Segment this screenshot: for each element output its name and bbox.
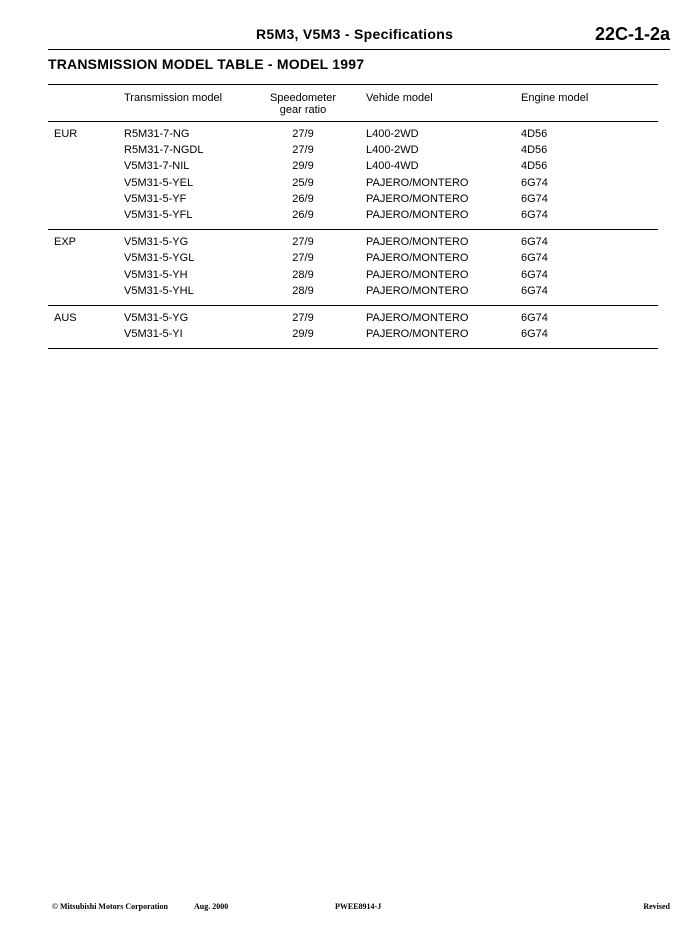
cell-engine-model: 4D56 [521, 128, 548, 140]
table-row [48, 235, 658, 251]
cell-vehicle-model: PAJERO/MONTERO [366, 328, 469, 341]
cell-transmission-model: R5M31-7-NGDL [124, 144, 204, 157]
table-group [48, 122, 658, 230]
cell-engine-model: 6G74 [521, 284, 548, 297]
cell-engine-model: 4D56 [521, 160, 548, 173]
header-ratio-line2: gear ratio [279, 104, 327, 116]
table-header-row [48, 84, 658, 122]
cell-engine-model: 6G74 [521, 236, 548, 249]
cell-vehicle-model: PAJERO/MONTERO [366, 236, 469, 249]
cell-region: AUS [54, 311, 77, 324]
cell-gear-ratio: 25/9 [292, 176, 314, 189]
cell-engine-model: 6G74 [521, 176, 548, 189]
cell-engine-model: 6G74 [521, 252, 548, 265]
cell-vehicle-model: PAJERO/MONTERO [366, 311, 469, 324]
cell-vehicle-model: L400-2WD [366, 128, 419, 140]
table-group [48, 230, 658, 306]
table-row [48, 311, 658, 327]
cell-engine-model: 6G74 [521, 192, 548, 205]
cell-transmission-model: V5M31-5-YEL [124, 176, 194, 189]
cell-region: EXP [54, 236, 77, 249]
cell-gear-ratio: 27/9 [292, 311, 314, 324]
header-transmission-model: Transmission model [124, 92, 223, 104]
cell-gear-ratio: 27/9 [292, 128, 314, 140]
cell-engine-model: 4D56 [521, 144, 548, 157]
cell-vehicle-model: PAJERO/MONTERO [366, 268, 469, 281]
cell-gear-ratio: 28/9 [292, 268, 314, 281]
cell-transmission-model: R5M31-7-NG [124, 128, 190, 140]
cell-gear-ratio: 28/9 [292, 284, 314, 297]
cell-region: EUR [54, 128, 78, 140]
cell-engine-model: 6G74 [521, 328, 548, 341]
cell-transmission-model: V5M31-5-YI [124, 328, 183, 341]
table-row [48, 251, 658, 267]
cell-vehicle-model: PAJERO/MONTERO [366, 208, 469, 221]
transmission-model-table [48, 84, 658, 349]
cell-transmission-model: V5M31-5-YGL [124, 252, 195, 265]
cell-transmission-model: V5M31-5-YF [124, 192, 187, 205]
cell-engine-model: 6G74 [521, 208, 548, 221]
cell-gear-ratio: 29/9 [292, 160, 314, 173]
cell-transmission-model: V5M31-5-YFL [124, 208, 193, 221]
header-rule [48, 49, 670, 50]
cell-vehicle-model: PAJERO/MONTERO [366, 176, 469, 189]
table-row [48, 208, 658, 224]
header-ratio-line1: Speedometer [269, 92, 337, 104]
cell-vehicle-model: PAJERO/MONTERO [366, 192, 469, 205]
footer-status: Revised [643, 902, 670, 911]
header-title: R5M3, V5M3 - Specifications [256, 26, 454, 42]
footer-copyright: © Mitsubishi Motors Corporation [52, 902, 168, 911]
header-vehicle-model: Vehide model [366, 92, 433, 104]
table-row [48, 176, 658, 192]
cell-gear-ratio: 26/9 [292, 192, 314, 205]
table-row [48, 268, 658, 284]
cell-vehicle-model: L400-2WD [366, 144, 419, 157]
section-title: TRANSMISSION MODEL TABLE - MODEL 1997 [48, 56, 365, 72]
table-row [48, 143, 658, 159]
page-number: 22C-1-2a [594, 24, 670, 44]
cell-transmission-model: V5M31-5-YHL [124, 284, 194, 297]
footer-date: Aug. 2000 [194, 902, 229, 911]
cell-transmission-model: V5M31-5-YG [124, 311, 189, 324]
page-header [48, 24, 670, 50]
table-row [48, 127, 658, 143]
cell-transmission-model: V5M31-5-YH [124, 268, 188, 281]
cell-gear-ratio: 29/9 [292, 328, 314, 341]
footer-document-code: PWEE8914-J [335, 902, 382, 911]
cell-vehicle-model: PAJERO/MONTERO [366, 284, 469, 297]
header-speedometer-gear-ratio [258, 92, 348, 116]
cell-gear-ratio: 26/9 [292, 208, 314, 221]
cell-engine-model: 6G74 [521, 311, 548, 324]
cell-vehicle-model: L400-4WD [366, 160, 419, 173]
cell-vehicle-model: PAJERO/MONTERO [366, 252, 469, 265]
cell-transmission-model: V5M31-7-NIL [124, 160, 190, 173]
table-row [48, 192, 658, 208]
cell-engine-model: 6G74 [521, 268, 548, 281]
table-row [48, 327, 658, 343]
cell-transmission-model: V5M31-5-YG [124, 236, 189, 249]
cell-gear-ratio: 27/9 [292, 144, 314, 157]
cell-gear-ratio: 27/9 [292, 252, 314, 265]
table-body [48, 122, 658, 349]
table-row [48, 284, 658, 300]
page-footer [52, 902, 670, 916]
header-engine-model: Engine model [521, 92, 589, 104]
cell-gear-ratio: 27/9 [292, 236, 314, 249]
table-group [48, 306, 658, 349]
table-row [48, 159, 658, 175]
